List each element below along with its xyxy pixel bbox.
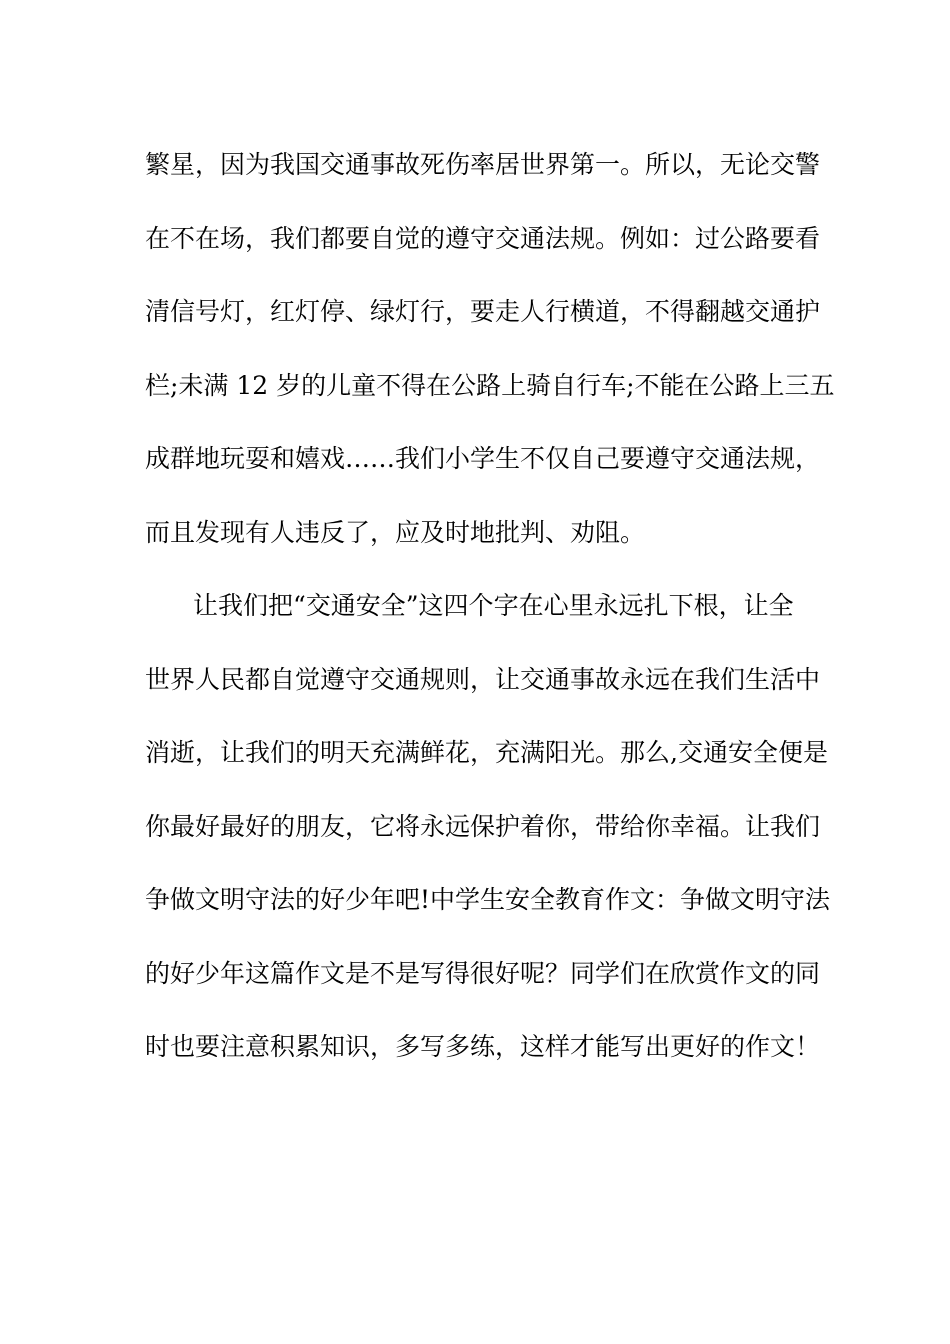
text-line: 的好少年这篇作文是不是写得很好呢？同学们在欣赏作文的同 [145, 958, 821, 988]
text-line: 世界人民都自觉遵守交通规则，让交通事故永远在我们生活中 [145, 664, 821, 694]
text-line: 成群地玩耍和嬉戏……我们小学生不仅自己要遵守交通法规， [145, 444, 821, 473]
text-line: 而且发现有人违反了，应及时地批判、劝阻。 [145, 517, 646, 547]
text-line: 栏;未满 12 岁的儿童不得在公路上骑自行车;不能在公路上三五 [145, 370, 835, 400]
text-line: 清信号灯，红灯停、绿灯行，要走人行横道，不得翻越交通护 [145, 297, 821, 326]
text-line: 时也要注意积累知识，多写多练，这样才能写出更好的作文！ [145, 1032, 821, 1061]
text-line: 争做文明守法的好少年吧!中学生安全教育作文：争做文明守法 [145, 885, 831, 914]
text-line: 你最好最好的朋友，它将永远保护着你，带给你幸福。让我们 [145, 811, 821, 841]
text-line: 繁星，因为我国交通事故死伤率居世界第一。所以，无论交警 [145, 150, 821, 179]
text-line: 消逝，让我们的明天充满鲜花，充满阳光。那么,交通安全便是 [145, 738, 828, 767]
document-body [145, 128, 835, 1084]
text-line: 在不在场，我们都要自觉的遵守交通法规。例如：过公路要看 [145, 223, 821, 253]
paragraph-start-line: 让我们把“交通安全”这四个字在心里永远扎下根，让全 [193, 591, 794, 620]
